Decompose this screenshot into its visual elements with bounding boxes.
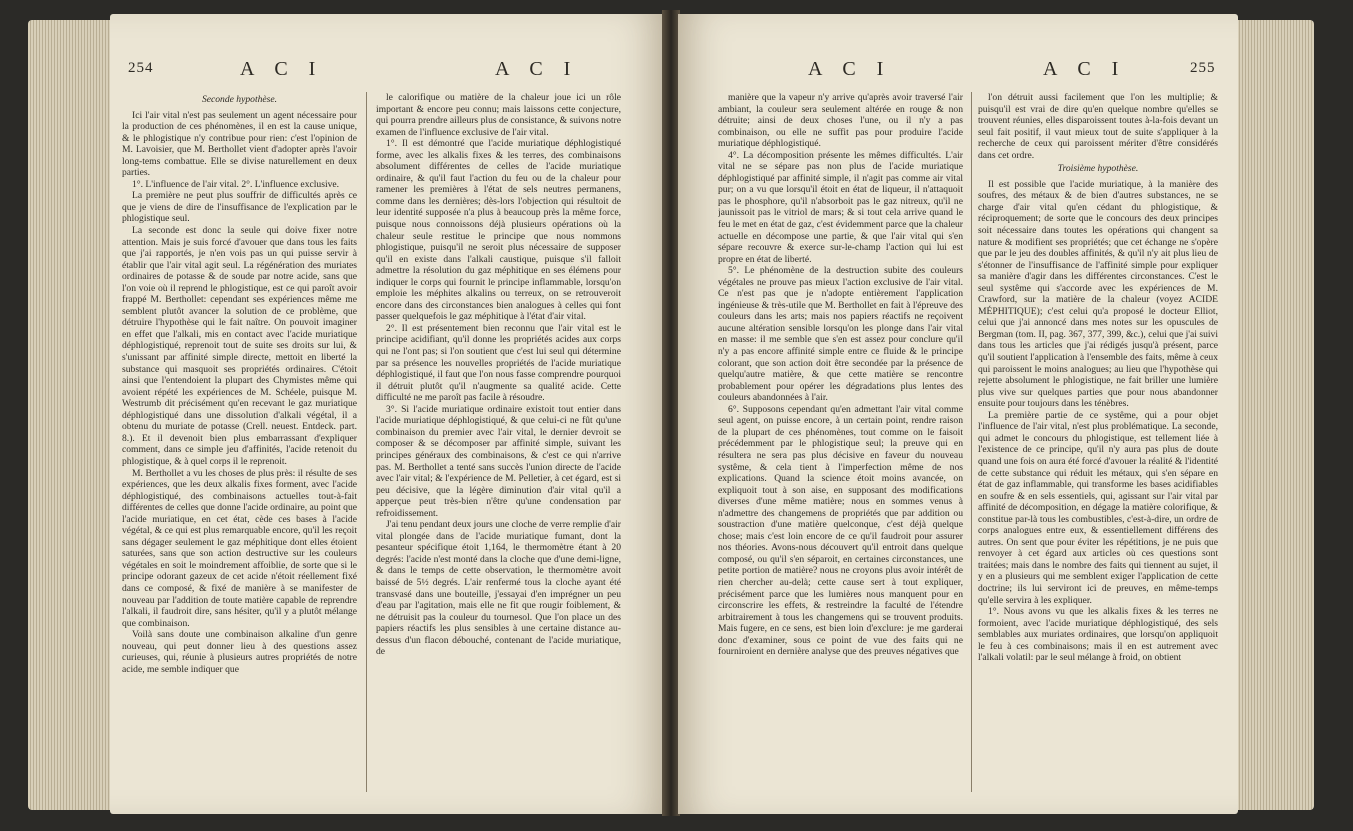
paragraph: 5°. Le phénomène de la destruction subite des couleurs végétales ne prouve pas mieux l'action exclusive de l'air vital. Ce n'est pas que je n'adopte entièrement l'application ingénieuse & très-utile que M. Berthollet en fait à l'épreuve des couleurs dans les arts; mais nos papiers réactifs ne reçoivent aucune altération sensible lorsqu'on les plonge dans l'air vital en masse: il me semble que s'en est assez pour conclure qu'il n'y a pas encore affinité simple entre ce fluide & le principe colorant, que son action doit être secondée par la présence de quelqu'autre matière, & que cette matière se rencontre probablement pour opérer les dégradations plus lentes des couleurs abandonnées à l'air.	[718, 265, 963, 404]
paragraph: La première ne peut plus souffrir de difficultés après ce que je viens de dire de l'insuffisance de l'explication par le phlogistique seul.	[122, 190, 357, 225]
paragraph: La première partie de ce systême, qui a pour objet l'influence de l'air vital, n'est plus problématique. La seconde, qui admet le concours du phlogistique, est tellement liée à l'existence de ce principe, qu'il n'y aura pas plus de doute quand une fois on aura été forcé d'avouer la réalité & l'identité de cette substance qui réduit les métaux, qui s'en sépare en état de gaz inflammable, qui transforme les bases acidifiables en soufre & en sels essentiels, qui, agissant sur l'air vital par affinité de décomposition, en dégage la matière colorifique, & constitue par-là tous les combustibles, c'est-à-dire, un ordre de corps analogues entre eux, & essentiellement différens des autres. On sent que pour éviter les répétitions, je ne puis que renvoyer à cet égard aux articles où ces questions sont traitées; mais dans le nombre des faits qui tiennent au sujet, il y en a plusieurs qui me semblent exiger l'application de cette doctrine; ils lui serviront ici de preuves, en même-temps qu'elle servira à les expliquer.	[978, 409, 1218, 606]
left-page-column-2	[376, 92, 621, 802]
paragraph: 4°. La décomposition présente les mêmes difficultés. L'air vital ne se sépare pas non plus de l'acide muriatique déphlogistiqué par affinité simple, il n'agit pas comme air vital pur; on a vu que lorsqu'il étoit en état de liqueur, il n'attaquoit pas le phosphore, qu'il n'absorboit pas le gaz nitreux, qu'il ne jaunissoit pas le vitriol de mars; & si tout cela arrive quand le feu le met en état de gaz, c'est évidemment parce que la chaleur actuelle en décompose une partie, & que l'air vital qui s'en sépare recouvre & exerce sur-le-champ l'action qui lui est propre en état de liberté.	[718, 149, 963, 265]
paragraph: 6°. Supposons cependant qu'en admettant l'air vital comme seul agent, on puisse encore, à un certain point, rendre raison de la plupart de ces phénomènes, tout comme on le faisoit précédemment par le phlogistique seul; la preuve qui en résultera ne sera pas plus décisive en faveur du nouveau systême, & cela tient à l'imperfection même de nos explications. Quand la science étoit moins avancée, on expliquoit tout à son aise, en supposant des modifications diverses d'une même matière; nous en sommes venus à n'admettre des changemens de propriétés que par addition ou soustraction d'une matière quelconque, c'est déjà quelque chose; mais c'est loin encore de ce qu'il faudroit pour assurer nos théories. Avons-nous découvert qu'il entroit dans quelque composé, ou qu'il s'en séparoit, en certaines circonstances, une petite portion de matière? nous ne croyons plus avoir intérêt de rien chercher au-delà; cette cause sert à tout expliquer, précisément parce que les lumières nous manquent pour en circonscrire les effets, & restreindre la faculté de l'étendre arbitrairement à tous les changemens qui se trouvent produits. Mais fugere, en ce sens, est bien loin d'exclure: je me garderai donc d'examiner, sous ce point de vue des faits qui ne fourniroient en dernière analyse que des preuves négatives que	[718, 403, 963, 658]
paragraph: La seconde est donc la seule qui doive fixer notre attention. Mais je suis forcé d'avouer que dans tous les faits que j'ai rapportés, je n'en vois pas un qui puisse servir à établir que l'air vital agit seul. La régénération des muriates ordinaires de potasse & de soude par notre acide, sans que l'on voie où il reprend le phlogistique, est ce qui paroît avoir frappé M. Berthollet: cependant ses expériences même me semblent plutôt avancer la solution de ce problème, que détruire l'hypothèse qui le fait naître. On pouvoit imaginer en effet que l'alkali, mis en contact avec l'acide muriatique déphlogistiqué, reprenoit tout de suite ses droits sur lui, & s'unissant par affinité simple directe, mettoit en liberté la substance qui masquoit ses propriétés ordinaires. C'étoit ainsi que l'entendoient la plupart des Chymistes même qui avoient répété les expériences de M. Schéele, puisque M. Westrumb dit précisément qu'en recevant le gaz muriatique déphlogistiqué dans une dissolution d'alkali végétal, il a obtenu du muriate de potasse (Crell. neuest. Entdeck. part. 8.). Et il devenoit bien plus embarrassant d'expliquer comment, dans ce simple jeu d'affinités, l'acide retenoit du phlogistique, & à quel corps il le reprenoit.	[122, 225, 357, 467]
paragraph: M. Berthollet a vu les choses de plus près: il résulte de ses expériences, que les deux alkalis fixes forment, avec l'acide déphlogistiqué, des combinaisons actuelles tout-à-fait différentes de celles que donne l'acide ordinaire, au point que l'acide muriatique, en cet état, cède ces bases à l'acide végétal, & ce qui est plus remarquable encore, qu'il les reçoit sans dégager seulement le gaz méphitique dont elles étoient saturées, sans que son action destructive sur les couleurs végétales en soit le moindrement affoiblie, de sorte que si le principe odorant gazeux de cet acide n'étoit réellement fixé dans ce composé, & fixé de manière à se manifester de nouveau par l'addition de toute matière capable de reprendre l'alkali, il faudroit dire, sans hésiter, qu'il y a plutôt mélange que combinaison.	[122, 467, 357, 629]
paragraph: Il est possible que l'acide muriatique, à la manière des soufres, des métaux & de bien d'autres substances, ne se charge d'air vital qu'en cédant du phlogistique, & réciproquement; de sorte que le concours des deux principes soit nécessaire dans toutes les opérations qui changent sa nature & modifient ses propriétés; que cet échange ne s'opère que par le jeu des doubles affinités, & qu'il n'y ait plus lieu de s'étonner de l'insuffisance de l'affinité simple pour expliquer sa manière d'agir dans les différentes circonstances. C'est le seul systême qui s'accorde avec les expériences de M. Crawford, sur la matière de la chaleur (voyez ACIDE MÉPHITIQUE); c'est celui qu'a proposé le docteur Elliot, celui que j'ai annoncé dans mes notes sur les opuscules de Bergman (tom. II, pag. 367, 377, 399, &c.), celui que j'ai suivi dans tous les articles que j'ai rédigés jusqu'à présent, parce qu'il soutient l'application à l'ensemble des faits, même à ceux qui paroissent le moins analogues; au lieu que l'hypothèse qui rejette absolument le phlogistique, ne fait briller une lumière plus vive sur quelques parties que pour nous abandonner ensuite pour toujours dans les ténèbres.	[978, 178, 1218, 410]
section-subtitle: Troisième hypothèse.	[1057, 163, 1139, 175]
running-head-left-2: A C I	[495, 58, 579, 80]
paragraph: 3°. Si l'acide muriatique ordinaire existoit tout entier dans l'acide muriatique déphlogistiqué, & que celui-ci ne fût qu'une combinaison du premier avec l'air vital, le dernier devroit se composer & se décomposer par affinité simple, suivant les principes généraux des combinaisons, & c'est ce qui n'arrive pas. M. Berthollet a tenté sans succès l'union directe de l'acide avec l'air vital; & l'expérience de M. Pelletier, à cet égard, est si peu décisive, que la légère diminution d'air vital qu'il a apperçue peut très-bien n'être qu'une condensation par refroidissement.	[376, 403, 621, 519]
right-page-column-1	[718, 92, 963, 802]
section-subtitle: Seconde hypothèse.	[201, 94, 278, 105]
page-number-right: 255	[1190, 60, 1216, 76]
paragraph: manière que la vapeur n'y arrive qu'après avoir traversé l'air ambiant, la couleur sera seulement altérée en rouge & non détruite; ainsi de deux choses l'une, ou il n'y a pas combinaison, ou elle ne suffit pas pour produire l'acide muriatique déphlogistiqué.	[718, 92, 963, 150]
right-page	[678, 14, 1238, 814]
page-number-left: 254	[128, 60, 154, 76]
running-head-right-2: A C I	[1043, 58, 1127, 80]
left-page	[110, 14, 665, 814]
left-page-column-1	[122, 92, 357, 802]
paragraph: 1°. Il est démontré que l'acide muriatique déphlogistiqué forme, avec les alkalis fixes & les terres, des combinaisons absolument différentes de celles de l'acide muriatique ordinaire, & qu'il faut l'action du feu ou de la chaleur pour ramener les premières à l'état de sels neutres permanens, comme dans les dernières; dès-lors l'objection qui résultoit de leur identité supposée n'a plus à beaucoup près la même force, puisque nous connoissons déjà plusieurs opérations où la chaleur seule restitue le principe que nous nommons phlogistique, puisqu'il ne seroit plus nécessaire de supposer qu'il en existe dans l'alkali caustique, puisque s'il falloit admettre la résolution du gaz méphitique en ses élémens pour indiquer le corps qui fournit le principe inflammable, lorsqu'on emploie les méphites alkalins ou terreux, on se retrouveroit encore dans des circonstances bien analogues à celles qui font passer quelquefois le gaz méphitique à l'état d'air vital.	[376, 138, 621, 323]
paragraph: l'on détruit aussi facilement que l'on les multiplie; & puisqu'il est vrai de dire qu'en quelque nombre qu'elles se trouvent réunies, elles disparoissent toutes à-la-fois devant un seul fait positif, il vaut mieux tout de suite s'appliquer à la recherche de ceux qui paroissent mériter d'être considérés dans cet ordre.	[978, 92, 1218, 161]
column-divider	[971, 92, 972, 792]
right-page-column-2	[978, 92, 1218, 802]
running-head-left-1: A C I	[240, 58, 324, 80]
paragraph: 2°. Il est présentement bien reconnu que l'air vital est le principe acidifiant, qu'il donne les propriétés acides aux corps qui ne l'ont pas; si l'on soutient que c'est lui seul qui détermine par sa présence les nouvelles propriétés de l'acide muriatique déphlogistiqué, il faut que l'on nous fasse comprendre pourquoi il détruit plutôt qu'il n'augmente sa qualité acide. Cette difficulté ne me paroît pas facile à résoudre.	[376, 322, 621, 404]
paragraph: Ici l'air vital n'est pas seulement un agent nécessaire pour la production de ces phénomènes, il en est la cause unique, & le phlogistique n'y contribue pour rien: c'est l'opinion de M. Lavoisier, que M. Berthollet vient d'adopter après l'avoir long-tems combattue. Elle se divise naturellement en deux parties.	[122, 109, 357, 179]
paragraph: le calorifique ou matière de la chaleur joue ici un rôle important & encore peu connu; mais laissons cette conjecture, qui pourra prendre ailleurs plus de consistance, & suivons notre examen de l'influence exclusive de l'air vital.	[376, 92, 621, 138]
paragraph: J'ai tenu pendant deux jours une cloche de verre remplie d'air vital plongée dans de l'acide muriatique fumant, dont la pesanteur spécifique étoit 1,164, le thermomètre étant à 20 degrés: l'acide n'est monté dans la cloche que d'une demi-ligne, & dans le temps de cette observation, le thermomètre avoit baissé de 5½ degrés. L'air renfermé tous la cloche ayant été transvasé dans une bouteille, j'essayai d'en imprégner un peu d'eau par l'agitation, mais elle ne fit que rougir foiblement, & ne détruisit pas la couleur du tournesol. Que l'on place un des papiers réactifs les plus sensibles à une certaine distance au-dessus d'un flacon débouché, contenant de l'acide muriatique, de	[376, 519, 621, 658]
running-head-right-1: A C I	[808, 58, 892, 80]
paragraph: Voilà sans doute une combinaison alkaline d'un genre nouveau, qui peut donner lieu à des questions assez curieuses, qui, réunie à plusieurs autres propriétés de notre acide, me semble indiquer que	[122, 629, 357, 675]
paragraph: 1°. Nous avons vu que les alkalis fixes & les terres ne formoient, avec l'acide muriatique déphlogistiqué, des sels semblables aux muriates ordinaires, que lorsqu'on appliquoit le feu à ces combinaisons; mais il en est autrement avec l'alkali volatil: par le seul mélange à froid, on obtient	[978, 606, 1218, 664]
column-divider	[366, 92, 367, 792]
paragraph: 1°. L'influence de l'air vital. 2°. L'influence exclusive.	[132, 178, 340, 190]
